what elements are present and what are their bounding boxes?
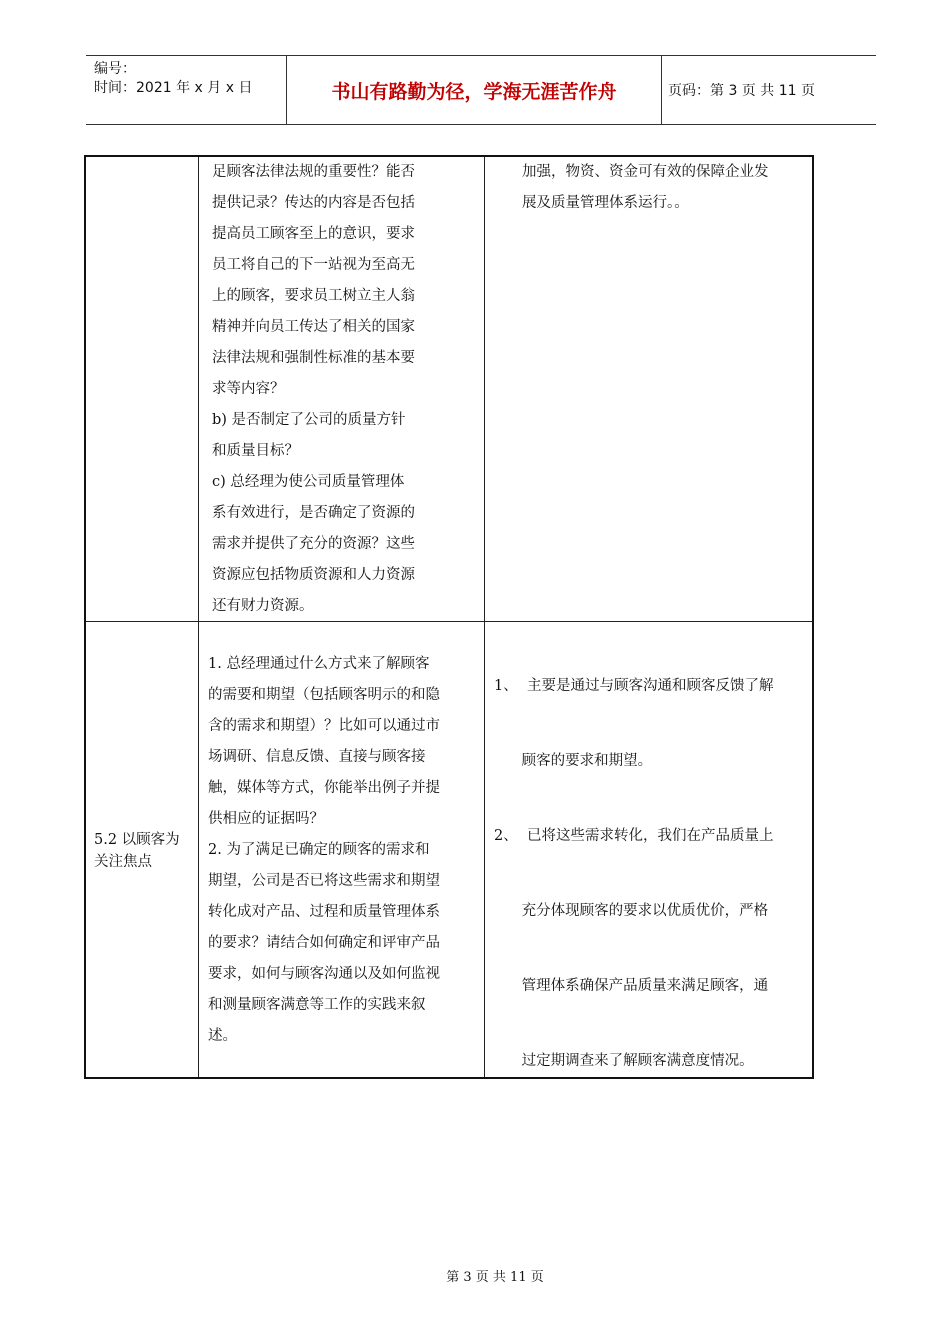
table-line: 期望，公司是否已将这些需求和期望	[208, 873, 440, 889]
header-motto: 书山有路勤为径，学海无涯苦作舟	[286, 56, 662, 124]
table-line: 和测量顾客满意等工作的实践来叙	[208, 997, 426, 1013]
clause-cell	[94, 829, 198, 873]
header-page-number: 页码：第 3 页 共 11 页	[668, 83, 815, 99]
page-header	[86, 55, 876, 125]
table-line: 求等内容？	[212, 381, 285, 397]
table-line: 2. 为了满足已确定的顾客的需求和	[208, 842, 430, 858]
clause-line: 关注焦点	[94, 854, 152, 870]
audit-table	[84, 155, 814, 1079]
table-line: 精神并向员工传达了相关的国家	[212, 319, 415, 335]
table-line: 2、 已将这些需求转化，我们在产品质量上	[494, 828, 774, 844]
table-line: 触，媒体等方式，你能举出例子并提	[208, 780, 440, 796]
table-line: 员工将自己的下一站视为至高无	[212, 257, 415, 273]
table-line: 述。	[208, 1028, 237, 1044]
clause-line: 5.2 以顾客为	[94, 832, 180, 848]
table-line: 法律法规和强制性标准的基本要	[212, 350, 415, 366]
number-label: 编号：	[94, 61, 136, 77]
table-line: 加强，物资、资金可有效的保障企业发	[522, 164, 769, 180]
table-line: 要求，如何与顾客沟通以及如何监视	[208, 966, 440, 982]
table-line: 展及质量管理体系运行。。	[522, 195, 689, 211]
header-meta	[94, 60, 252, 98]
table-line: 1. 总经理通过什么方式来了解顾客	[208, 656, 430, 672]
table-line: 1、 主要是通过与顾客沟通和顾客反馈了解	[494, 678, 774, 694]
row2-answers	[494, 624, 812, 1124]
date-label: 时间：2021 年 x 月 x 日	[94, 80, 253, 96]
table-line: 需求并提供了充分的资源？这些	[212, 536, 415, 552]
row1-questions	[212, 157, 482, 622]
table-line: 顾客的要求和期望。	[494, 753, 653, 769]
table-line: 系有效进行，是否确定了资源的	[212, 505, 415, 521]
table-line: 供相应的证据吗？	[208, 811, 324, 827]
table-line: 场调研、信息反馈、直接与顾客接	[208, 749, 426, 765]
table-line: 提高员工顾客至上的意识，要求	[212, 226, 415, 242]
table-line: 的要求？请结合如何确定和评审产品	[208, 935, 440, 951]
table-line: 的需要和期望（包括顾客明示的和隐	[208, 687, 440, 703]
column-divider	[198, 157, 199, 1077]
page-footer: 第 3 页 共 11 页	[446, 1270, 544, 1285]
table-line: 和质量目标？	[212, 443, 299, 459]
table-line: 含的需求和期望）？比如可以通过市	[208, 718, 440, 734]
table-line: 管理体系确保产品质量来满足顾客，通	[494, 978, 769, 994]
table-line: 提供记录？传达的内容是否包括	[212, 195, 415, 211]
table-line: c) 总经理为使公司质量管理体	[212, 474, 405, 490]
table-line: 过定期调查来了解顾客满意度情况。	[494, 1053, 754, 1069]
column-divider	[484, 157, 485, 1077]
table-line: 足顾客法律法规的重要性？能否	[212, 164, 415, 180]
table-line: 资源应包括物质资源和人力资源	[212, 567, 415, 583]
table-line: 还有财力资源。	[212, 598, 314, 614]
row2-questions	[208, 649, 484, 1052]
table-line: 充分体现顾客的要求以优质优价，严格	[494, 903, 769, 919]
row1-answers	[522, 157, 812, 219]
table-line: 转化成对产品、过程和质量管理体系	[208, 904, 440, 920]
table-line: b) 是否制定了公司的质量方针	[212, 412, 406, 428]
table-line: 上的顾客，要求员工树立主人翁	[212, 288, 415, 304]
